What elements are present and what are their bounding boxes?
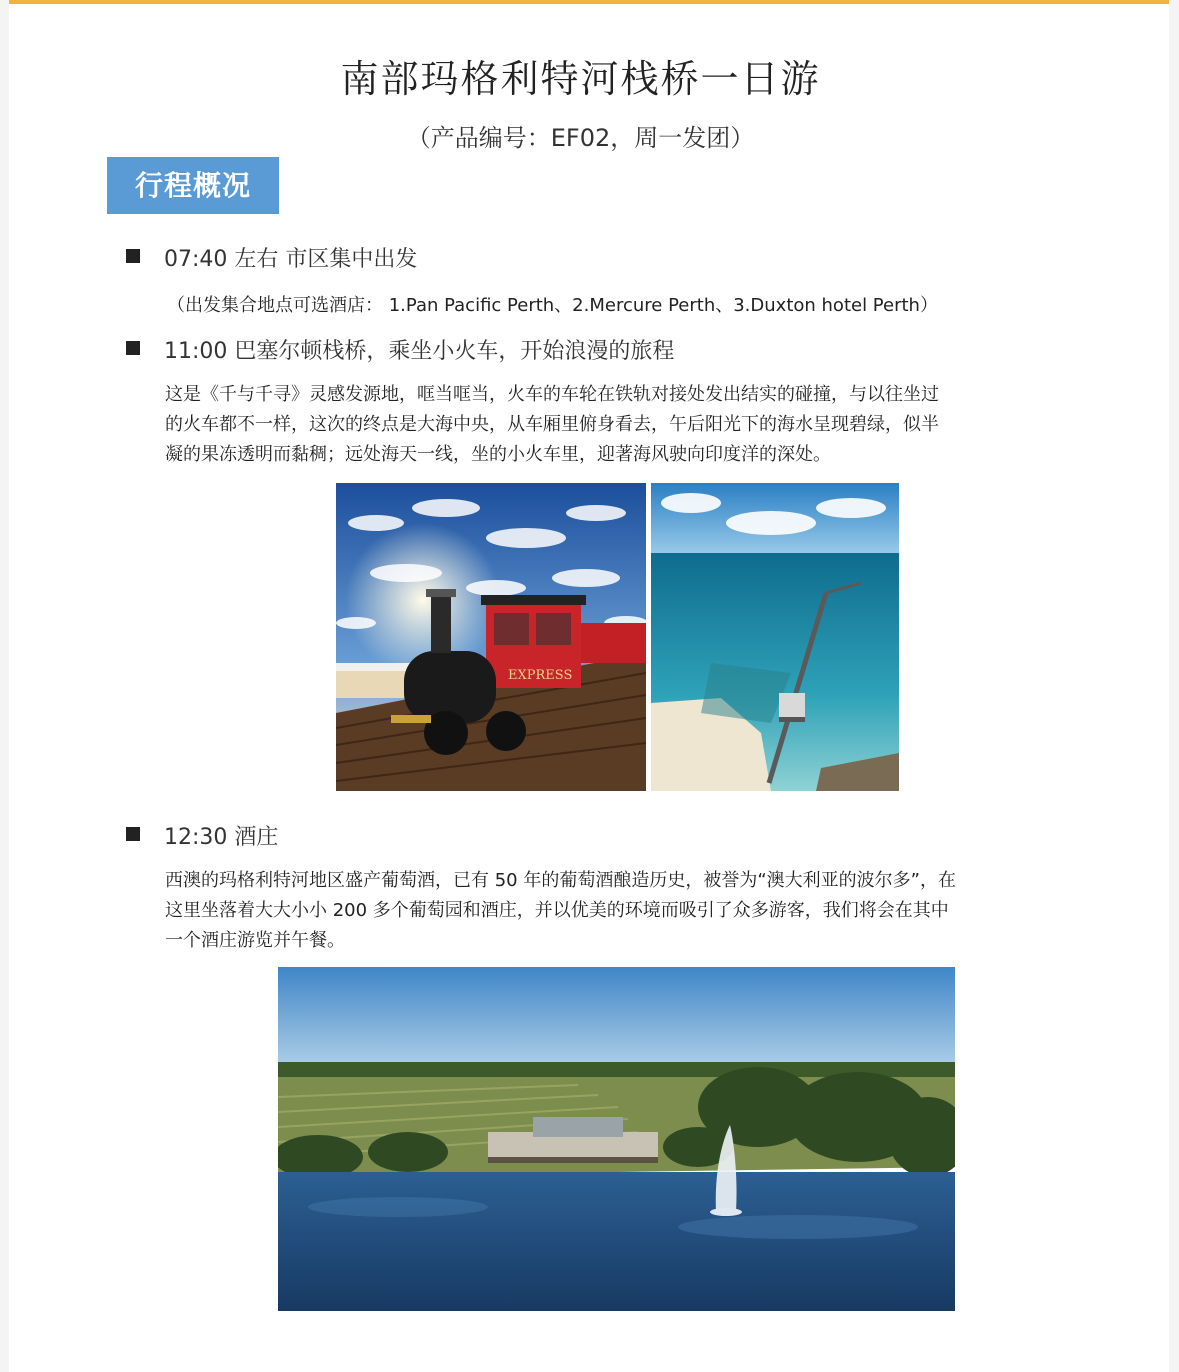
bullet-icon xyxy=(126,341,140,355)
description-line: 西澳的玛格利特河地区盛产葡萄酒，已有 50 年的葡萄酒酿造历史，被誉为“澳大利亚的波尔多”，在 xyxy=(165,870,956,891)
section-header: 行程概况 xyxy=(107,157,279,214)
itinerary-item-text: 12:30 酒庄 xyxy=(164,825,279,850)
description-line: 凝的果冻透明而黏稠；远处海天一线，坐的小火车里，迎著海风驶向印度洋的深处。 xyxy=(165,444,831,465)
meeting-point-note: （出发集合地点可选酒店： 1.Pan Pacific Perth、2.Mercure Perth、3.Duxton hotel Perth） xyxy=(167,295,938,316)
description-line: 的火车都不一样，这次的终点是大海中央，从车厢里俯身看去，午后阳光下的海水呈现碧绿，似半 xyxy=(165,414,939,435)
description-line: 这是《千与千寻》灵感发源地，哐当哐当，火车的车轮在铁轨对接处发出结实的碰撞，与以往坐过 xyxy=(165,384,939,405)
page-title: 南部玛格利特河栈桥一日游 xyxy=(340,57,821,101)
jetty-aerial-photo xyxy=(651,483,899,791)
train-photo xyxy=(336,483,646,791)
description-line: 一个酒庄游览并午餐。 xyxy=(165,930,345,951)
description-line: 这里坐落着大大小小 200 多个葡萄园和酒庄，并以优美的环境而吸引了众多游客，我们将会在其中 xyxy=(165,900,949,921)
itinerary-item-text: 07:40 左右 市区集中出发 xyxy=(164,247,418,272)
bullet-icon xyxy=(126,827,140,841)
winery-photo xyxy=(278,967,955,1311)
itinerary-item-text: 11:00 巴塞尔顿栈桥，乘坐小火车，开始浪漫的旅程 xyxy=(164,339,675,364)
page-subtitle: （产品编号：EF02，周一发团） xyxy=(406,124,755,152)
winery-description xyxy=(165,866,1055,956)
bullet-icon xyxy=(126,249,140,263)
train-logo: EXPRESS xyxy=(508,668,573,683)
jetty-description xyxy=(165,380,1055,470)
